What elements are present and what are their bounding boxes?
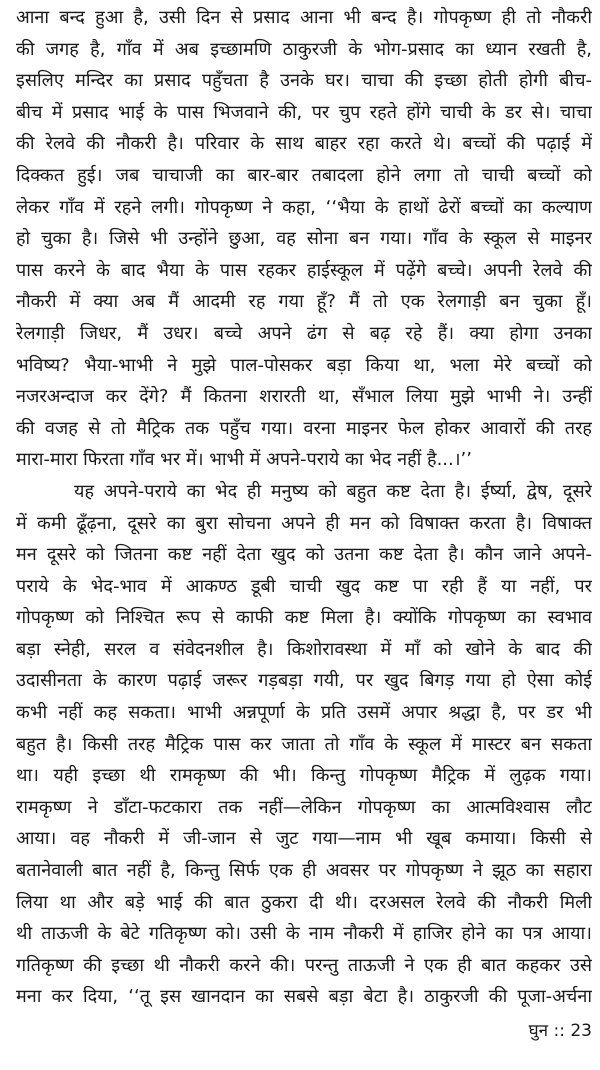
text-line: रेलगाड़ी जिधर, मैं उधर। बच्चे अपने ढंग से बढ़ रहे हैं। क्या होगा उनका [16, 322, 592, 344]
paragraph [16, 2, 592, 476]
text-line: की जगह है, गाँव में अब इच्छामणि ठाकुरजी के भोग-प्रसाद का ध्यान रखती है, [16, 38, 592, 60]
text-line: लेकर गाँव में रहने लगी। गोपकृष्ण ने कहा, ‘‘भैया के हाथों ढेरों बच्चों का कल्याण [16, 196, 592, 218]
paragraph [16, 476, 592, 1013]
page-body [16, 2, 592, 1013]
text-line: बड़ा स्नेही, सरल व संवेदनशील है। किशोरावस्था में माँ को खोने के बाद की [16, 638, 592, 660]
text-line: था। यही इच्छा थी रामकृष्ण की भी। किन्तु गोपकृष्ण मैट्रिक में लुढ़क गया। [16, 765, 592, 787]
text-line: इसलिए मन्दिर का प्रसाद पहुँचता है उनके घर। चाचा की इच्छा होती होगी बीच- [16, 70, 592, 92]
text-line: आना बन्द हुआ है, उसी दिन से प्रसाद आना भी बन्द है। गोपकृष्ण ही तो नौकरी [16, 7, 592, 28]
text-line: थी ताऊजी के बेटे गतिकृष्ण को। उसी के नाम नौकरी में हाजिर होने का पत्र आया। [16, 923, 592, 945]
text-line: बहुत है। किसी तरह मैट्रिक पास कर जाता तो गाँव के स्कूल में मास्टर बन सकता [16, 733, 592, 755]
text-line: उदासीनता के कारण पढ़ाई जरूर गड़बड़ा गयी, पर खुद बिगड़ गया हो ऐसा कोई [16, 670, 592, 692]
text-line: में कमी ढूँढ़ना, दूसरे का बुरा सोचना अपने ही मन को विषाक्त करता है। विषाक्त [16, 512, 592, 534]
text-line: नौकरी में क्या अब मैं आदमी रह गया हूँ? मैं तो एक रेलगाड़ी बन चुका हूँ। [16, 291, 592, 313]
text-line: पास करने के बाद भैया के पास रहकर हाईस्कूल में पढ़ेंगे बच्चे। अपनी रेलवे की [16, 259, 592, 281]
text-line: की रेलवे की नौकरी है। परिवार के साथ बाहर रहा करते थे। बच्चों की पढ़ाई में [16, 133, 592, 155]
text-line: दिक्कत हुई। जब चाचाजी का बार-बार तबादला होने लगा तो चाची बच्चों को [16, 164, 592, 186]
text-line: लिया था और बड़े भाई की बात ठुकरा दी थी। दरअसल रेलवे की नौकरी मिली [16, 891, 592, 913]
text-line: पराये के भेद-भाव में आकण्ठ डूबी चाची खुद कष्ट पा रही हैं या नहीं, पर [16, 575, 592, 597]
text-line: बीच में प्रसाद भाई के पास भिजवाने की, पर चुप रहते होंगे चाची के डर से। चाचा [16, 101, 592, 123]
text-line: बतानेवाली बात नहीं है, किन्तु सिर्फ एक ही अवसर पर गोपकृष्ण ने झूठ का सहारा [16, 860, 592, 882]
text-line: मना कर दिया, ‘‘तू इस खानदान का सबसे बड़ा बेटा है। ठाकुरजी की पूजा-अर्चना [16, 986, 592, 1008]
text-line: यह अपने-पराये का भेद ही मनुष्य को बहुत कष्ट देता है। ईर्ष्या, द्वेष, दूसरे [74, 480, 592, 502]
text-line: भविष्य? भैया-भाभी ने मुझे पाल-पोसकर बड़ा किया था, भला मेरे बच्चों को [16, 354, 592, 376]
text-line: कभी नहीं कह सकता। भाभी अन्नपूर्णा के प्रति उसमें अपार श्रद्धा है, पर डर भी [16, 702, 592, 724]
text-line: गतिकृष्ण की इच्छा थी नौकरी करने की। परन्तु ताऊजी ने एक ही बात कहकर उसे [16, 954, 592, 976]
text-line: आया। वह नौकरी में जी-जान से जुट गया—नाम भी खूब कमाया। किसी से [16, 828, 592, 850]
text-line: नजरअन्दाज कर देंगे? मैं कितना शरारती था, सँभाल लिया मुझे भाभी ने। उन्हीं [16, 386, 592, 408]
text-line: की वजह से तो मैट्रिक तक पहुँच गया। वरना माइनर फेल होकर आवारों की तरह [16, 417, 592, 439]
text-line: मारा-मारा फिरता गाँव भर में। भाभी में अपने-पराये का भेद नहीं है...।’’ [16, 449, 473, 471]
text-line: हो चुका है। जिसे भी उन्होंने छुआ, वह सोना बन गया। गाँव के स्कूल से माइनर [16, 228, 592, 250]
text-line: गोपकृष्ण को निश्चित रूप से काफी कष्ट मिला है। क्योंकि गोपकृष्ण का स्वभाव [16, 607, 592, 629]
text-line: रामकृष्ण ने डाँटा-फटकारा तक नहीं—लेकिन गोपकृष्ण का आत्मविश्वास लौट [16, 796, 592, 818]
text-line: मन दूसरे को जितना कष्ट नहीं देता खुद को उतना कष्ट देता है। कौन जाने अपने- [16, 544, 592, 566]
page-number: घुन :: 23 [528, 1021, 592, 1041]
